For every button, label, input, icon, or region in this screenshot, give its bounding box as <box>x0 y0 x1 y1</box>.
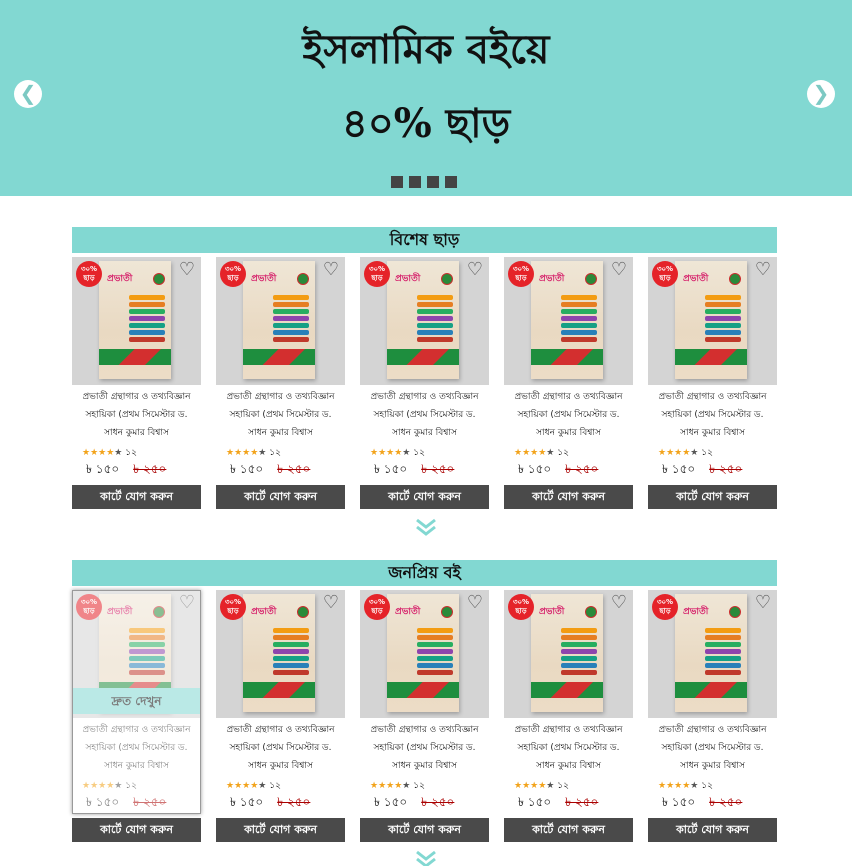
heart-outline-icon: ♡ <box>754 259 772 280</box>
product-title[interactable]: প্রভাতী গ্রন্থাগার ও তথ্যবিজ্ঞান সহায়িকা (প্রথম সিমেস্টার ড. সাধন কুমার বিশ্বাস <box>514 725 623 771</box>
star-icons: ★★★★★ <box>226 781 267 791</box>
old-price: ৳ ২৫০ <box>709 462 743 476</box>
current-price: ৳ ১৫০ <box>86 795 120 809</box>
product-price <box>662 461 742 481</box>
star-icons: ★★★★★ <box>82 448 123 458</box>
seal-icon <box>297 606 309 618</box>
rating-count: ১২ <box>269 448 281 458</box>
wishlist-button[interactable] <box>753 593 773 613</box>
current-price: ৳ ১৫০ <box>662 462 696 476</box>
old-price: ৳ ২৫০ <box>565 462 599 476</box>
product-title[interactable]: প্রভাতী গ্রন্থাগার ও তথ্যবিজ্ঞান সহায়িকা (প্রথম সিমেস্টার ড. সাধন কুমার বিশ্বাস <box>658 725 767 771</box>
banner-pagination <box>391 176 457 188</box>
product-image[interactable] <box>216 590 345 718</box>
wishlist-button[interactable] <box>321 260 341 280</box>
product-price <box>518 461 598 481</box>
rating-count: ১২ <box>125 448 137 458</box>
wishlist-button[interactable] <box>321 593 341 613</box>
seal-icon <box>441 606 453 618</box>
star-icons: ★★★★★ <box>658 448 699 458</box>
quick-view-button[interactable]: দ্রুত দেখুন <box>72 688 201 714</box>
current-price: ৳ ১৫০ <box>518 462 552 476</box>
discount-badge: ৩০% ছাড় <box>364 261 390 287</box>
book-brand: প্রভাতী <box>251 607 277 617</box>
current-price: ৳ ১৫০ <box>662 795 696 809</box>
seal-icon <box>153 606 165 618</box>
current-price: ৳ ১৫০ <box>230 795 264 809</box>
product-price <box>86 794 166 814</box>
discount-badge: ৩০% ছাড় <box>652 594 678 620</box>
product-price <box>518 794 598 814</box>
product-rating <box>514 445 569 460</box>
star-icons: ★★★★★ <box>82 781 123 791</box>
product-image[interactable] <box>360 257 489 385</box>
wishlist-button[interactable] <box>465 593 485 613</box>
book-cover <box>675 594 747 712</box>
book-cover <box>243 594 315 712</box>
product-card[interactable] <box>360 257 489 509</box>
add-to-cart-button[interactable]: কার্টে যোগ করুন <box>648 818 777 842</box>
cover-decoration <box>387 349 459 365</box>
banner-headline: ইসলামিক বইয়ে <box>302 26 550 73</box>
heart-outline-icon: ♡ <box>322 259 340 280</box>
add-to-cart-button[interactable]: কার্টে যোগ করুন <box>504 818 633 842</box>
rating-count: ১২ <box>557 781 569 791</box>
seal-icon <box>585 273 597 285</box>
wishlist-button[interactable] <box>465 260 485 280</box>
cover-decoration <box>99 349 171 365</box>
cover-decoration <box>675 349 747 365</box>
product-row <box>72 257 777 517</box>
pagination-dot[interactable] <box>427 176 439 188</box>
cover-decoration <box>387 682 459 698</box>
pagination-dot[interactable] <box>445 176 457 188</box>
product-rating <box>658 778 713 793</box>
product-info <box>504 385 633 481</box>
add-to-cart-button[interactable]: কার্টে যোগ করুন <box>216 818 345 842</box>
wishlist-button[interactable] <box>177 260 197 280</box>
star-icons: ★★★★★ <box>514 448 555 458</box>
book-brand: প্রভাতী <box>395 607 421 617</box>
add-to-cart-button[interactable]: কার্টে যোগ করুন <box>216 485 345 509</box>
product-info <box>72 385 201 481</box>
product-card[interactable] <box>216 590 345 842</box>
wishlist-button[interactable] <box>753 260 773 280</box>
rating-count: ১২ <box>413 448 425 458</box>
product-card[interactable] <box>216 257 345 509</box>
cover-decoration <box>531 349 603 365</box>
discount-badge: ৩০% ছাড় <box>76 594 102 620</box>
book-brand: প্রভাতী <box>539 607 565 617</box>
section-special-discount <box>72 227 777 517</box>
add-to-cart-button[interactable]: কার্টে যোগ করুন <box>504 485 633 509</box>
rating-count: ১২ <box>557 448 569 458</box>
cover-decoration <box>531 682 603 698</box>
book-cover <box>531 594 603 712</box>
cover-decoration <box>243 682 315 698</box>
heart-outline-icon: ♡ <box>322 592 340 613</box>
book-brand: প্রভাতী <box>683 607 709 617</box>
heart-outline-icon: ♡ <box>754 592 772 613</box>
add-to-cart-button[interactable]: কার্টে যোগ করুন <box>360 818 489 842</box>
product-title[interactable]: প্রভাতী গ্রন্থাগার ও তথ্যবিজ্ঞান সহায়িকা (প্রথম সিমেস্টার ড. সাধন কুমার বিশ্বাস <box>370 725 479 771</box>
discount-badge: ৩০% ছাড় <box>508 594 534 620</box>
product-title[interactable]: প্রভাতী গ্রন্থাগার ও তথ্যবিজ্ঞান সহায়িকা (প্রথম সিমেস্টার ড. সাধন কুমার বিশ্বাস <box>658 392 767 438</box>
product-card[interactable] <box>648 257 777 509</box>
old-price: ৳ ২৫০ <box>421 462 455 476</box>
seal-icon <box>729 273 741 285</box>
seal-icon <box>153 273 165 285</box>
heart-outline-icon: ♡ <box>466 592 484 613</box>
wishlist-button[interactable] <box>177 593 197 613</box>
product-image[interactable] <box>360 590 489 718</box>
product-rating <box>82 778 137 793</box>
chevron-double-down-icon <box>415 518 437 536</box>
old-price: ৳ ২৫০ <box>421 795 455 809</box>
product-image[interactable] <box>72 590 201 718</box>
heart-outline-icon: ♡ <box>610 259 628 280</box>
discount-badge: ৩০% ছাড় <box>76 261 102 287</box>
book-cover <box>243 261 315 379</box>
hero-banner <box>0 0 852 196</box>
product-card[interactable] <box>648 590 777 842</box>
product-info <box>216 718 345 814</box>
product-card[interactable] <box>504 257 633 509</box>
product-rating <box>82 445 137 460</box>
product-card[interactable] <box>72 590 201 842</box>
pagination-dot[interactable] <box>391 176 403 188</box>
book-cover <box>387 261 459 379</box>
product-price <box>230 461 310 481</box>
product-row <box>72 590 777 850</box>
heart-outline-icon: ♡ <box>178 592 196 613</box>
expand-section-button[interactable] <box>415 850 437 866</box>
product-title[interactable]: প্রভাতী গ্রন্থাগার ও তথ্যবিজ্ঞান সহায়িকা (প্রথম সিমেস্টার ড. সাধন কুমার বিশ্বাস <box>226 392 335 438</box>
product-info <box>360 385 489 481</box>
product-card[interactable] <box>72 257 201 509</box>
book-cover <box>99 261 171 379</box>
discount-badge: ৩০% ছাড় <box>364 594 390 620</box>
product-rating <box>370 445 425 460</box>
product-image[interactable] <box>648 590 777 718</box>
product-info <box>648 718 777 814</box>
current-price: ৳ ১৫০ <box>86 462 120 476</box>
book-cover <box>675 261 747 379</box>
product-title[interactable]: প্রভাতী গ্রন্থাগার ও তথ্যবিজ্ঞান সহায়িকা (প্রথম সিমেস্টার ড. সাধন কুমার বিশ্বাস <box>514 392 623 438</box>
add-to-cart-button[interactable]: কার্টে যোগ করুন <box>360 485 489 509</box>
expand-section-button[interactable] <box>415 518 437 536</box>
add-to-cart-button[interactable]: কার্টে যোগ করুন <box>72 818 201 842</box>
rating-count: ১২ <box>269 781 281 791</box>
rating-count: ১২ <box>413 781 425 791</box>
book-brand: প্রভাতী <box>539 274 565 284</box>
banner-next-button[interactable] <box>807 80 835 108</box>
product-rating <box>370 778 425 793</box>
product-image[interactable] <box>216 257 345 385</box>
pagination-dot[interactable] <box>409 176 421 188</box>
discount-badge: ৩০% ছাড় <box>508 261 534 287</box>
rating-count: ১২ <box>701 781 713 791</box>
book-brand: প্রভাতী <box>395 274 421 284</box>
product-rating <box>226 445 281 460</box>
section-title: বিশেষ ছাড় <box>72 227 777 253</box>
banner-discount: ৪০% ছাড় <box>341 100 511 147</box>
old-price: ৳ ২৫০ <box>133 462 167 476</box>
seal-icon <box>729 606 741 618</box>
product-price <box>374 794 454 814</box>
star-icons: ★★★★★ <box>370 448 411 458</box>
cover-decoration <box>243 349 315 365</box>
product-info <box>360 718 489 814</box>
wishlist-button[interactable] <box>609 593 629 613</box>
product-price <box>230 794 310 814</box>
discount-badge: ৩০% ছাড় <box>220 594 246 620</box>
product-image[interactable] <box>504 590 633 718</box>
product-image[interactable] <box>72 257 201 385</box>
discount-badge: ৩০% ছাড় <box>220 261 246 287</box>
discount-badge: ৩০% ছাড় <box>652 261 678 287</box>
book-brand: প্রভাতী <box>683 274 709 284</box>
product-title[interactable]: প্রভাতী গ্রন্থাগার ও তথ্যবিজ্ঞান সহায়িকা (প্রথম সিমেস্টার ড. সাধন কুমার বিশ্বাস <box>82 725 191 771</box>
current-price: ৳ ১৫০ <box>518 795 552 809</box>
old-price: ৳ ২৫০ <box>565 795 599 809</box>
product-price <box>662 794 742 814</box>
star-icons: ★★★★★ <box>514 781 555 791</box>
old-price: ৳ ২৫০ <box>277 795 311 809</box>
star-icons: ★★★★★ <box>226 448 267 458</box>
star-icons: ★★★★★ <box>658 781 699 791</box>
old-price: ৳ ২৫০ <box>133 795 167 809</box>
star-icons: ★★★★★ <box>370 781 411 791</box>
product-card[interactable] <box>360 590 489 842</box>
section-title: জনপ্রিয় বই <box>72 560 777 586</box>
current-price: ৳ ১৫০ <box>374 795 408 809</box>
section-popular-books <box>72 560 777 850</box>
product-rating <box>226 778 281 793</box>
heart-outline-icon: ♡ <box>610 592 628 613</box>
current-price: ৳ ১৫০ <box>374 462 408 476</box>
book-cover <box>531 261 603 379</box>
product-image[interactable] <box>504 257 633 385</box>
product-rating <box>658 445 713 460</box>
heart-outline-icon: ♡ <box>178 259 196 280</box>
old-price: ৳ ২৫০ <box>277 462 311 476</box>
book-brand: প্রভাতী <box>251 274 277 284</box>
product-title[interactable]: প্রভাতী গ্রন্থাগার ও তথ্যবিজ্ঞান সহায়িকা (প্রথম সিমেস্টার ড. সাধন কুমার বিশ্বাস <box>370 392 479 438</box>
product-price <box>374 461 454 481</box>
product-card[interactable] <box>504 590 633 842</box>
cover-decoration <box>675 682 747 698</box>
chevron-left-icon: ❮ <box>19 81 37 105</box>
book-brand: প্রভাতী <box>107 274 133 284</box>
product-title[interactable]: প্রভাতী গ্রন্থাগার ও তথ্যবিজ্ঞান সহায়িকা (প্রথম সিমেস্টার ড. সাধন কুমার বিশ্বাস <box>226 725 335 771</box>
seal-icon <box>585 606 597 618</box>
add-to-cart-button[interactable]: কার্টে যোগ করুন <box>648 485 777 509</box>
old-price: ৳ ২৫০ <box>709 795 743 809</box>
product-image[interactable] <box>648 257 777 385</box>
product-info <box>216 385 345 481</box>
product-title[interactable]: প্রভাতী গ্রন্থাগার ও তথ্যবিজ্ঞান সহায়িকা (প্রথম সিমেস্টার ড. সাধন কুমার বিশ্বাস <box>82 392 191 438</box>
product-info <box>504 718 633 814</box>
wishlist-button[interactable] <box>609 260 629 280</box>
add-to-cart-button[interactable]: কার্টে যোগ করুন <box>72 485 201 509</box>
rating-count: ১২ <box>125 781 137 791</box>
rating-count: ১২ <box>701 448 713 458</box>
chevron-right-icon: ❯ <box>812 81 830 105</box>
product-rating <box>514 778 569 793</box>
heart-outline-icon: ♡ <box>466 259 484 280</box>
product-price <box>86 461 166 481</box>
banner-prev-button[interactable] <box>14 80 42 108</box>
seal-icon <box>441 273 453 285</box>
chevron-double-down-icon <box>415 850 437 866</box>
product-info <box>648 385 777 481</box>
book-cover <box>387 594 459 712</box>
book-brand: প্রভাতী <box>107 607 133 617</box>
seal-icon <box>297 273 309 285</box>
current-price: ৳ ১৫০ <box>230 462 264 476</box>
product-info <box>72 718 201 814</box>
